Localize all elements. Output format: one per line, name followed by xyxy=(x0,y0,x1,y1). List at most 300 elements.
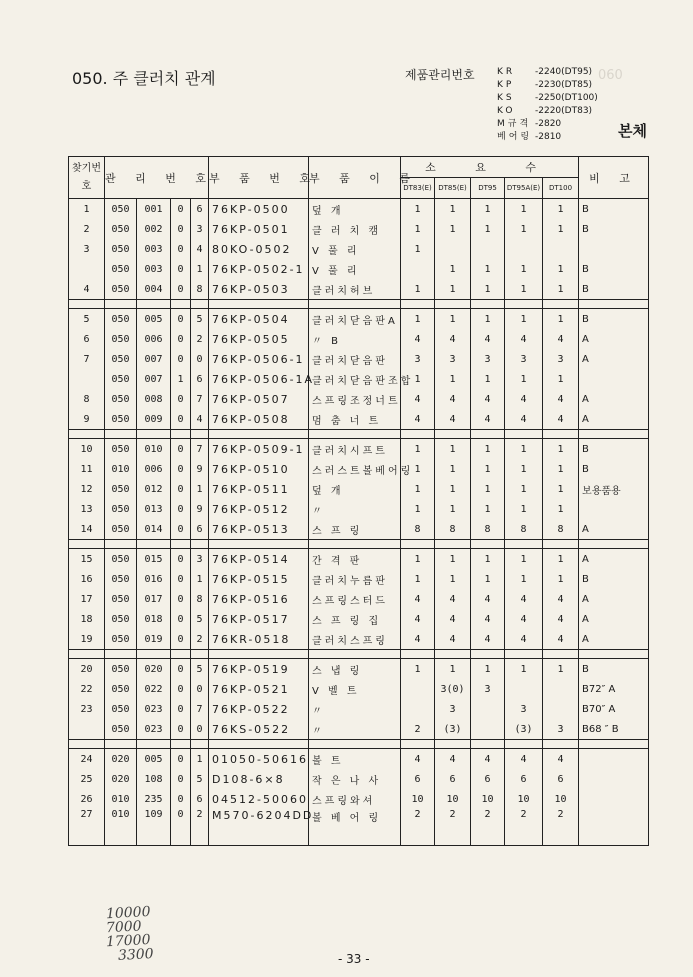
mgmt-number-cell: 0 xyxy=(171,499,191,519)
quantity-cell: 1 xyxy=(505,309,543,330)
spacer-cell xyxy=(137,740,171,749)
quantity-cell xyxy=(401,259,435,279)
mgmt-number-cell: 050 xyxy=(105,569,137,589)
quantity-cell: 6 xyxy=(471,769,505,789)
quantity-cell: 1 xyxy=(471,199,505,220)
part-name-cell: V 풀 리 xyxy=(309,259,401,279)
quantity-cell: 1 xyxy=(401,219,435,239)
quantity-cell: 1 xyxy=(435,659,471,680)
mgmt-number-cell: 050 xyxy=(105,629,137,650)
table-row xyxy=(69,259,649,279)
spacer-cell xyxy=(191,430,209,439)
part-name-cell: 스 프 링 xyxy=(309,519,401,540)
remark-cell: A xyxy=(579,629,649,650)
quantity-cell: 4 xyxy=(401,389,435,409)
quantity-cell: 3 xyxy=(471,349,505,369)
quantity-cell: (3) xyxy=(505,719,543,740)
mgmt-number-cell: 007 xyxy=(137,349,171,369)
mgmt-number-cell: 050 xyxy=(105,389,137,409)
part-name-cell: 스프링와셔 xyxy=(309,789,401,809)
mgmt-number-cell: 0 xyxy=(171,239,191,259)
quantity-cell: 4 xyxy=(435,629,471,650)
part-number-cell: 76KP-0509-1 xyxy=(209,439,309,460)
quantity-cell: 4 xyxy=(435,329,471,349)
quantity-cell: 3 xyxy=(505,699,543,719)
quantity-cell: 1 xyxy=(543,309,579,330)
table-row xyxy=(69,629,649,650)
quantity-cell: 6 xyxy=(401,769,435,789)
quantity-cell: 3 xyxy=(435,699,471,719)
mgmt-number-cell: 0 xyxy=(171,459,191,479)
quantity-cell: 4 xyxy=(471,409,505,430)
spacer-cell xyxy=(137,430,171,439)
spacer-cell xyxy=(171,430,191,439)
quantity-cell: 6 xyxy=(505,769,543,789)
quantity-cell: 1 xyxy=(505,199,543,220)
mgmt-number-cell: 0 xyxy=(171,199,191,220)
part-name-cell: 작 은 나 사 xyxy=(309,769,401,789)
part-name-cell: 덮 개 xyxy=(309,479,401,499)
quantity-cell: 1 xyxy=(435,569,471,589)
spacer-cell xyxy=(137,650,171,659)
spacer-cell xyxy=(69,300,105,309)
spacer-cell xyxy=(69,540,105,549)
quantity-cell: 1 xyxy=(435,499,471,519)
mgmt-number-cell: 0 xyxy=(171,749,191,770)
find-number-cell: 5 xyxy=(69,309,105,330)
quantity-cell: 4 xyxy=(401,409,435,430)
mgmt-number-cell: 9 xyxy=(191,499,209,519)
table-row xyxy=(69,679,649,699)
part-name-cell: 스 냅 링 xyxy=(309,659,401,680)
quantity-cell: 10 xyxy=(505,789,543,809)
mgmt-number-cell: 050 xyxy=(105,259,137,279)
table-row xyxy=(69,199,649,220)
product-code-value: -2240(DT95) xyxy=(535,67,593,77)
spacer-cell xyxy=(105,540,137,549)
mgmt-number-cell: 1 xyxy=(191,259,209,279)
mgmt-number-cell: 8 xyxy=(191,589,209,609)
spacer-cell xyxy=(69,650,105,659)
part-number-cell: 76KP-0508 xyxy=(209,409,309,430)
part-number-cell: 76KP-0504 xyxy=(209,309,309,330)
quantity-cell: 1 xyxy=(543,569,579,589)
mgmt-number-cell: 050 xyxy=(105,239,137,259)
part-name-cell: 클 러 치 캠 xyxy=(309,219,401,239)
mgmt-number-cell: 1 xyxy=(191,749,209,770)
spacer-cell xyxy=(435,650,471,659)
remark-cell: A xyxy=(579,519,649,540)
mgmt-number-cell: 010 xyxy=(105,789,137,809)
quantity-cell: 1 xyxy=(543,549,579,570)
find-number-cell xyxy=(69,719,105,740)
quantity-cell: 8 xyxy=(505,519,543,540)
mgmt-number-cell: 050 xyxy=(105,609,137,629)
quantity-cell xyxy=(401,699,435,719)
mgmt-number-cell: 0 xyxy=(171,309,191,330)
quantity-cell: 1 xyxy=(435,369,471,389)
quantity-cell: 6 xyxy=(435,769,471,789)
header-quantity: 소 요 수 xyxy=(401,157,579,178)
remark-cell: B70″ A xyxy=(579,699,649,719)
quantity-cell: 1 xyxy=(401,439,435,460)
quantity-cell: 4 xyxy=(505,749,543,770)
quantity-cell: 6 xyxy=(543,769,579,789)
part-name-cell: 스프링스터드 xyxy=(309,589,401,609)
quantity-cell: 4 xyxy=(435,589,471,609)
remark-cell: A xyxy=(579,609,649,629)
remark-cell xyxy=(579,789,649,809)
mgmt-number-cell: 050 xyxy=(105,499,137,519)
quantity-cell: 2 xyxy=(435,809,471,846)
remark-cell xyxy=(579,239,649,259)
part-name-cell: 〃 xyxy=(309,719,401,740)
mgmt-number-cell: 0 xyxy=(171,719,191,740)
quantity-cell: 1 xyxy=(401,239,435,259)
quantity-cell: 2 xyxy=(543,809,579,846)
mgmt-number-cell: 050 xyxy=(105,369,137,389)
part-number-cell: 76KP-0521 xyxy=(209,679,309,699)
quantity-cell: 1 xyxy=(471,479,505,499)
remark-cell: B xyxy=(579,569,649,589)
product-code-key: KP xyxy=(497,80,515,90)
mgmt-number-cell: 0 xyxy=(191,719,209,740)
mgmt-number-cell: 5 xyxy=(191,659,209,680)
mgmt-number-cell: 050 xyxy=(105,279,137,300)
spacer-cell xyxy=(105,300,137,309)
spacer-cell xyxy=(69,430,105,439)
product-code-value: -2810 xyxy=(535,132,562,142)
mgmt-number-cell: 0 xyxy=(171,659,191,680)
quantity-cell: 3 xyxy=(435,349,471,369)
mgmt-number-cell: 235 xyxy=(137,789,171,809)
mgmt-number-cell: 050 xyxy=(105,679,137,699)
mgmt-number-cell: 0 xyxy=(171,629,191,650)
header-qty-col: DT95 xyxy=(471,178,505,199)
body-label: 본체 xyxy=(618,122,647,140)
quantity-cell: 1 xyxy=(471,569,505,589)
mgmt-number-cell: 050 xyxy=(105,329,137,349)
quantity-cell: 1 xyxy=(543,219,579,239)
remark-cell: A xyxy=(579,389,649,409)
quantity-cell xyxy=(543,679,579,699)
mgmt-number-cell: 050 xyxy=(105,349,137,369)
spacer-cell xyxy=(579,650,649,659)
part-name-cell: 클러치스프링 xyxy=(309,629,401,650)
mgmt-number-cell: 0 xyxy=(171,679,191,699)
product-code-row xyxy=(497,66,598,79)
mgmt-number-cell: 0 xyxy=(171,769,191,789)
remark-cell: A xyxy=(579,349,649,369)
table-row xyxy=(69,219,649,239)
quantity-cell: 4 xyxy=(401,329,435,349)
mgmt-number-cell: 9 xyxy=(191,459,209,479)
quantity-cell: 1 xyxy=(543,369,579,389)
quantity-cell: 8 xyxy=(401,519,435,540)
quantity-cell: 4 xyxy=(543,389,579,409)
quantity-cell: 4 xyxy=(543,609,579,629)
part-name-cell: 클러치닫음판A xyxy=(309,309,401,330)
mgmt-number-cell: 050 xyxy=(105,479,137,499)
remark-cell: B xyxy=(579,659,649,680)
spacer-cell xyxy=(309,540,401,549)
quantity-cell: 1 xyxy=(543,479,579,499)
quantity-cell: 1 xyxy=(401,369,435,389)
header-qty-col: DT95A(E) xyxy=(505,178,543,199)
mgmt-number-cell: 050 xyxy=(105,199,137,220)
mgmt-number-cell: 0 xyxy=(171,549,191,570)
find-number-cell: 23 xyxy=(69,699,105,719)
spacer-cell xyxy=(137,300,171,309)
quantity-cell: 3 xyxy=(401,349,435,369)
table-row xyxy=(69,459,649,479)
mgmt-number-cell: 2 xyxy=(191,329,209,349)
part-number-cell: 76KP-0510 xyxy=(209,459,309,479)
quantity-cell xyxy=(471,719,505,740)
quantity-cell: 8 xyxy=(435,519,471,540)
mgmt-number-cell: 017 xyxy=(137,589,171,609)
part-name-cell: 간 격 판 xyxy=(309,549,401,570)
part-name-cell: 스 프 링 집 xyxy=(309,609,401,629)
quantity-cell: 4 xyxy=(543,629,579,650)
remark-cell: 보용품용 xyxy=(579,479,649,499)
part-name-cell: 클러치닫음판 xyxy=(309,349,401,369)
spacer-cell xyxy=(543,540,579,549)
spacer-cell xyxy=(401,650,435,659)
quantity-cell: 4 xyxy=(505,609,543,629)
mgmt-number-cell: 0 xyxy=(171,219,191,239)
part-name-cell: 스프링조정너트 xyxy=(309,389,401,409)
table-row xyxy=(69,749,649,770)
part-number-cell: D108-6×8 xyxy=(209,769,309,789)
quantity-cell: 1 xyxy=(543,439,579,460)
part-name-cell: 볼 베 어 링 xyxy=(309,809,401,846)
quantity-cell: 4 xyxy=(471,329,505,349)
spacer-cell xyxy=(435,540,471,549)
spacer-cell xyxy=(579,430,649,439)
quantity-cell: 4 xyxy=(543,409,579,430)
quantity-cell: 4 xyxy=(435,409,471,430)
header-management-number: 관 리 번 호 xyxy=(105,157,209,199)
quantity-cell: 1 xyxy=(471,459,505,479)
spacer-cell xyxy=(471,650,505,659)
quantity-cell: 1 xyxy=(471,549,505,570)
part-number-cell: 76KP-0513 xyxy=(209,519,309,540)
quantity-cell: 3 xyxy=(471,679,505,699)
part-number-cell: 76KP-0519 xyxy=(209,659,309,680)
mgmt-number-cell: 7 xyxy=(191,699,209,719)
remark-cell: B xyxy=(579,259,649,279)
spacer-cell xyxy=(191,540,209,549)
find-number-cell: 15 xyxy=(69,549,105,570)
table-row xyxy=(69,349,649,369)
table-row xyxy=(69,699,649,719)
mgmt-number-cell: 007 xyxy=(137,369,171,389)
part-name-cell: V 벨 트 xyxy=(309,679,401,699)
find-number-cell: 3 xyxy=(69,239,105,259)
group-spacer xyxy=(69,650,649,659)
table-row xyxy=(69,369,649,389)
part-name-cell: 클러치시프트 xyxy=(309,439,401,460)
part-number-cell: 76KP-0507 xyxy=(209,389,309,409)
part-number-cell: 76KP-0505 xyxy=(209,329,309,349)
table-row xyxy=(69,609,649,629)
quantity-cell: 2 xyxy=(505,809,543,846)
spacer-cell xyxy=(105,650,137,659)
remark-cell: B xyxy=(579,219,649,239)
remark-cell: A xyxy=(579,589,649,609)
table-row xyxy=(69,569,649,589)
remark-cell xyxy=(579,499,649,519)
quantity-cell: 1 xyxy=(505,549,543,570)
quantity-cell: 1 xyxy=(435,219,471,239)
mgmt-number-cell: 0 xyxy=(171,279,191,300)
spacer-cell xyxy=(505,540,543,549)
quantity-cell: 4 xyxy=(435,609,471,629)
mgmt-number-cell: 050 xyxy=(105,309,137,330)
mgmt-number-cell: 004 xyxy=(137,279,171,300)
part-number-cell: 76KS-0522 xyxy=(209,719,309,740)
quantity-cell: 2 xyxy=(471,809,505,846)
find-number-cell: 4 xyxy=(69,279,105,300)
spacer-cell xyxy=(209,300,309,309)
quantity-cell: 8 xyxy=(543,519,579,540)
quantity-cell: 1 xyxy=(401,309,435,330)
quantity-cell: 1 xyxy=(505,459,543,479)
quantity-cell: 1 xyxy=(471,279,505,300)
spacer-cell xyxy=(543,300,579,309)
quantity-cell: 1 xyxy=(435,549,471,570)
spacer-cell xyxy=(171,300,191,309)
quantity-cell: 4 xyxy=(505,629,543,650)
mgmt-number-cell: 014 xyxy=(137,519,171,540)
remark-cell: B xyxy=(579,309,649,330)
remark-cell: B68 ″ B xyxy=(579,719,649,740)
mgmt-number-cell: 005 xyxy=(137,749,171,770)
table-row xyxy=(69,589,649,609)
quantity-cell: 4 xyxy=(505,589,543,609)
product-code-key: KO xyxy=(497,106,516,116)
spacer-cell xyxy=(471,300,505,309)
mgmt-number-cell: 109 xyxy=(137,809,171,846)
product-code-key: KR xyxy=(497,67,516,77)
spacer-cell xyxy=(401,300,435,309)
mgmt-number-cell: 108 xyxy=(137,769,171,789)
part-name-cell: 볼 트 xyxy=(309,749,401,770)
part-number-cell: 76KP-0515 xyxy=(209,569,309,589)
mgmt-number-cell: 1 xyxy=(191,479,209,499)
quantity-cell: 2 xyxy=(401,809,435,846)
find-number-cell: 13 xyxy=(69,499,105,519)
find-number-cell: 14 xyxy=(69,519,105,540)
table-row xyxy=(69,549,649,570)
quantity-cell: 1 xyxy=(401,499,435,519)
mgmt-number-cell: 0 xyxy=(171,439,191,460)
quantity-cell: 1 xyxy=(435,309,471,330)
product-code-row xyxy=(497,118,598,131)
table-row xyxy=(69,239,649,259)
quantity-cell: 4 xyxy=(401,629,435,650)
spacer-cell xyxy=(471,540,505,549)
quantity-cell: 1 xyxy=(543,259,579,279)
mgmt-number-cell: 023 xyxy=(137,699,171,719)
table-row xyxy=(69,659,649,680)
mgmt-number-cell: 010 xyxy=(137,439,171,460)
spacer-cell xyxy=(435,430,471,439)
parts-table xyxy=(68,156,649,846)
part-name-cell: 클러치닫음판조합 xyxy=(309,369,401,389)
quantity-cell: 4 xyxy=(471,749,505,770)
quantity-cell xyxy=(505,679,543,699)
find-number-cell: 10 xyxy=(69,439,105,460)
part-number-cell: 76KP-0500 xyxy=(209,199,309,220)
spacer-cell xyxy=(171,740,191,749)
quantity-cell: 1 xyxy=(401,549,435,570)
part-name-cell: 멈 춤 너 트 xyxy=(309,409,401,430)
find-number-cell xyxy=(69,369,105,389)
product-code-value: -2250(DT100) xyxy=(535,93,598,103)
mgmt-number-cell: 050 xyxy=(105,439,137,460)
mgmt-number-cell: 4 xyxy=(191,409,209,430)
mgmt-number-cell: 050 xyxy=(105,219,137,239)
mgmt-number-cell: 7 xyxy=(191,439,209,460)
spacer-cell xyxy=(209,430,309,439)
mgmt-number-cell: 3 xyxy=(191,219,209,239)
find-number-cell: 6 xyxy=(69,329,105,349)
product-code-value: -2220(DT83) xyxy=(535,106,593,116)
mgmt-number-cell: 0 xyxy=(191,349,209,369)
quantity-cell: 1 xyxy=(471,369,505,389)
mgmt-number-cell: 6 xyxy=(191,199,209,220)
part-number-cell: 01050-50616 xyxy=(209,749,309,770)
quantity-cell: 4 xyxy=(471,389,505,409)
remark-cell: A xyxy=(579,409,649,430)
quantity-cell xyxy=(543,699,579,719)
mgmt-number-cell: 0 xyxy=(171,809,191,846)
spacer-cell xyxy=(137,540,171,549)
part-name-cell: V 풀 리 xyxy=(309,239,401,259)
mgmt-number-cell: 001 xyxy=(137,199,171,220)
mgmt-number-cell: 0 xyxy=(171,259,191,279)
find-number-cell: 18 xyxy=(69,609,105,629)
find-number-cell: 17 xyxy=(69,589,105,609)
section-title: 050. 주 클러치 관계 xyxy=(72,69,216,88)
mgmt-number-cell: 0 xyxy=(171,609,191,629)
quantity-cell: 4 xyxy=(401,589,435,609)
mgmt-number-cell: 005 xyxy=(137,309,171,330)
table-row xyxy=(69,389,649,409)
quantity-cell: 4 xyxy=(505,409,543,430)
part-number-cell: 76KP-0511 xyxy=(209,479,309,499)
quantity-cell: 4 xyxy=(435,749,471,770)
remark-cell: B xyxy=(579,439,649,460)
mgmt-number-cell: 050 xyxy=(105,519,137,540)
group-spacer xyxy=(69,540,649,549)
quantity-cell: 1 xyxy=(543,659,579,680)
mgmt-number-cell: 018 xyxy=(137,609,171,629)
quantity-cell: 4 xyxy=(505,329,543,349)
find-number-cell: 27 xyxy=(69,809,105,846)
part-number-cell: 76KP-0512 xyxy=(209,499,309,519)
table-row xyxy=(69,499,649,519)
quantity-cell: 1 xyxy=(505,479,543,499)
quantity-cell xyxy=(505,239,543,259)
faint-stamp-mark: 060 xyxy=(598,68,623,83)
mgmt-number-cell: 7 xyxy=(191,389,209,409)
find-number-cell: 8 xyxy=(69,389,105,409)
product-code-row xyxy=(497,79,598,92)
handwritten-number: 10000 xyxy=(105,903,151,923)
